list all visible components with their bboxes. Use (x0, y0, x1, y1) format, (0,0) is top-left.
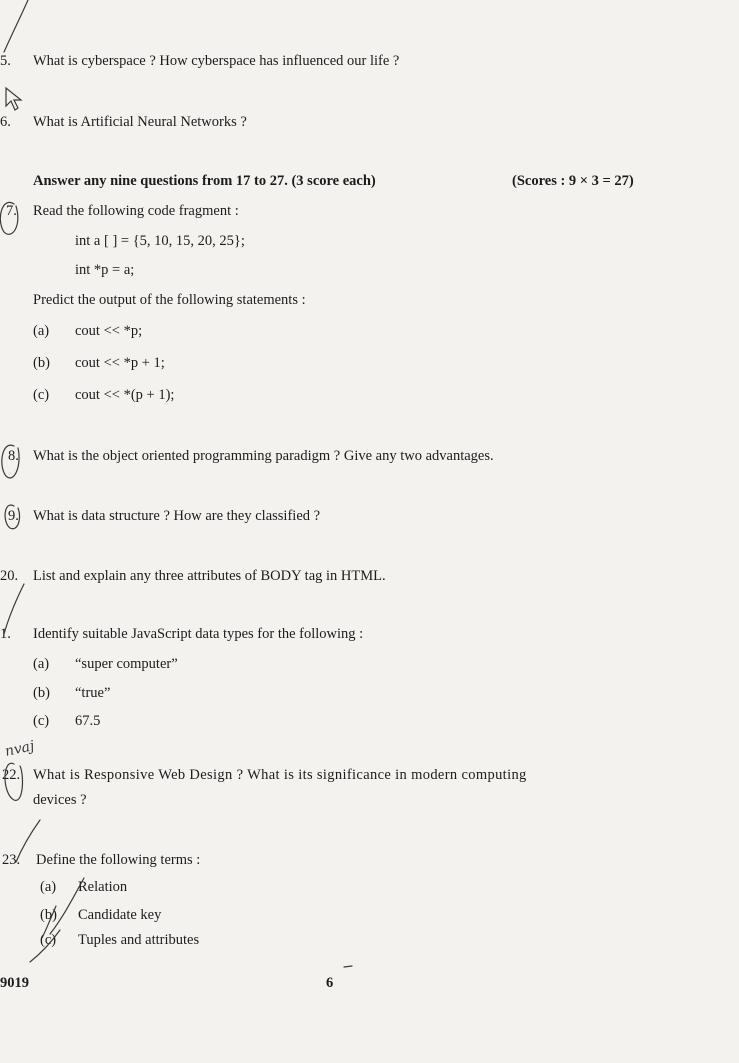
option-text: Relation (78, 879, 128, 895)
question-number: 7. (6, 203, 17, 219)
option-text: “true” (75, 685, 111, 701)
code-line: int a [ ] = {5, 10, 15, 20, 25}; (75, 233, 245, 249)
option-text: cout << *(p + 1); (75, 387, 175, 403)
question-number: 8. (8, 448, 19, 464)
option-text: 67.5 (75, 713, 101, 729)
option-label: (b) (33, 355, 50, 371)
code-line: int *p = a; (75, 262, 135, 278)
option-label: (a) (33, 323, 50, 339)
question-text: Predict the output of the following statements : (33, 292, 306, 308)
section-scores: (Scores : 9 × 3 = 27) (512, 173, 634, 189)
question-text: What is Artificial Neural Networks ? (33, 114, 247, 130)
option-label: (a) (40, 879, 57, 895)
option-label: (c) (33, 387, 50, 403)
option-text: “super computer” (75, 656, 178, 672)
option-text: cout << *p + 1; (75, 355, 165, 371)
option-text: cout << *p; (75, 323, 143, 339)
question-number: 23. (2, 852, 21, 868)
option-text: Candidate key (78, 907, 162, 923)
option-label: (a) (33, 656, 50, 672)
question-number: 5. (0, 53, 11, 69)
footer-code: 9019 (0, 975, 29, 991)
question-text: What is data structure ? How are they classified ? (33, 508, 321, 524)
option-label: (b) (33, 685, 50, 701)
option-label: (c) (40, 932, 57, 948)
page-number: 6 (326, 975, 334, 991)
question-number: 20. (0, 568, 19, 584)
question-number: 9. (8, 508, 19, 524)
option-text: Tuples and attributes (78, 932, 200, 948)
question-text: What is the object oriented programming paradigm ? Give any two advantages. (33, 448, 494, 464)
handwritten-note: nvaj (3, 738, 36, 760)
bleed-through-text (60, 70, 63, 86)
question-text: List and explain any three attributes of BODY tag in HTML. (33, 568, 386, 584)
question-number: 6. (0, 114, 11, 130)
option-label: (c) (33, 713, 50, 729)
section-instruction: Answer any nine questions from 17 to 27. (3 score each) (33, 173, 376, 189)
question-text: What is cyberspace ? How cyberspace has influenced our life ? (33, 53, 400, 69)
option-label: (b) (40, 907, 57, 923)
question-text: Read the following code fragment : (33, 203, 239, 219)
question-text: Identify suitable JavaScript data types for the following : (33, 626, 364, 642)
question-number: 1. (0, 626, 11, 642)
question-text: What is Responsive Web Design ? What is its significance in modern computing (33, 767, 527, 783)
question-number: 22. (2, 767, 21, 783)
question-text: Define the following terms : (36, 852, 201, 868)
question-text: devices ? (33, 792, 87, 808)
